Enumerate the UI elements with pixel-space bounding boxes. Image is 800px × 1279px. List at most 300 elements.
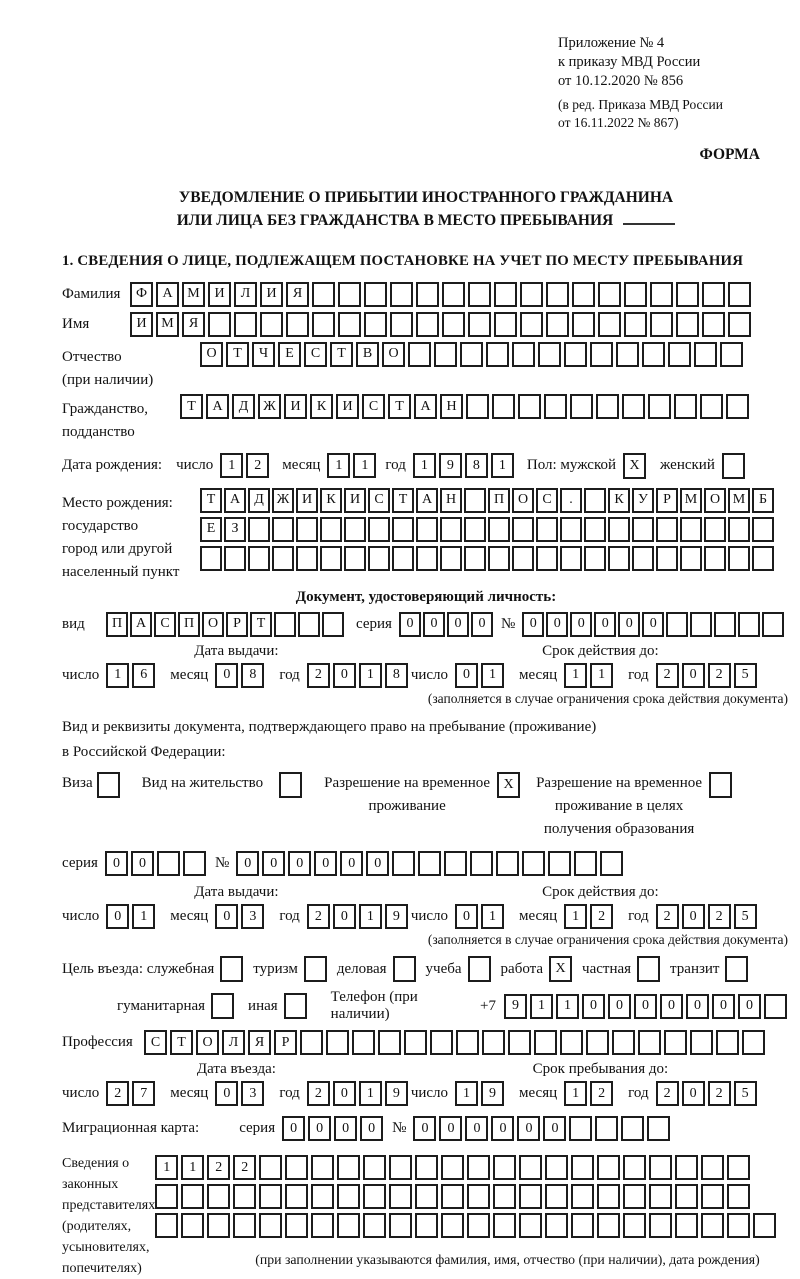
char-cell <box>649 1184 672 1209</box>
char-cell <box>571 1213 594 1238</box>
purpose-official-label: Цель въезда: служебная <box>62 960 215 977</box>
char-cell <box>392 851 415 876</box>
appendix-line: Приложение № 4 <box>558 35 665 51</box>
char-cell <box>470 851 493 876</box>
char-cell <box>368 517 390 542</box>
year-label: год <box>279 1085 300 1102</box>
char-cell <box>200 546 222 571</box>
given-name-row <box>62 312 790 337</box>
char-cell <box>486 342 509 367</box>
char-cell <box>464 488 486 513</box>
char-cell <box>418 851 441 876</box>
char-cell <box>545 1184 568 1209</box>
char-cell: 3 <box>241 1081 264 1106</box>
year-label: год <box>279 908 300 925</box>
char-cell <box>259 1155 282 1180</box>
permit-series-row <box>62 851 790 876</box>
char-cell: 0 <box>570 612 592 637</box>
temp-residence-label-line2: проживание <box>368 797 446 814</box>
birth-year-cells <box>413 453 517 478</box>
migration-card-row <box>62 1116 790 1141</box>
char-cell: 1 <box>132 904 155 929</box>
permit-issue-block <box>62 884 411 929</box>
char-cell: 0 <box>282 1116 305 1141</box>
char-cell: Т <box>170 1030 193 1055</box>
char-cell: И <box>208 282 231 307</box>
char-cell <box>233 1184 256 1209</box>
purpose-tourism-checkbox <box>304 956 327 982</box>
char-cell: 0 <box>491 1116 514 1141</box>
stay-until-year-cells <box>656 1081 760 1106</box>
purpose-business-checkbox <box>393 956 416 982</box>
char-cell: 0 <box>288 851 311 876</box>
char-cell <box>512 342 535 367</box>
char-cell: 9 <box>504 994 527 1019</box>
char-cell <box>545 1155 568 1180</box>
char-cell: 0 <box>738 994 761 1019</box>
doc-expiry-day-cells <box>455 663 507 688</box>
char-cell <box>584 517 606 542</box>
char-cell: 0 <box>413 1116 436 1141</box>
entry-date-heading: Дата въезда: <box>196 1061 276 1078</box>
char-cell <box>364 312 387 337</box>
permit-number-label: № <box>214 855 230 872</box>
char-cell <box>482 1030 505 1055</box>
birth-place-label <box>62 488 200 585</box>
doc-number-cells <box>522 612 786 637</box>
stay-until-block <box>411 1061 790 1106</box>
day-label: число <box>62 1085 100 1102</box>
char-cell <box>546 282 569 307</box>
char-cell <box>675 1184 698 1209</box>
birth-place-row1-cells <box>200 488 776 513</box>
char-cell <box>623 1155 646 1180</box>
permit-expiry-note: (заполняется в случае ограничения срока действия документа) <box>427 932 788 948</box>
char-cell <box>181 1213 204 1238</box>
char-cell <box>311 1213 334 1238</box>
char-cell: А <box>414 394 437 419</box>
char-cell <box>597 1184 620 1209</box>
given-name-cells <box>130 312 754 337</box>
char-cell <box>597 1155 620 1180</box>
char-cell <box>404 1030 427 1055</box>
char-cell: В <box>356 342 379 367</box>
char-cell: 0 <box>308 1116 331 1141</box>
char-cell <box>442 312 465 337</box>
char-cell: 2 <box>708 1081 731 1106</box>
char-cell: 0 <box>333 663 356 688</box>
birth-place-cells <box>200 488 776 571</box>
char-cell: 0 <box>682 904 705 929</box>
char-cell <box>488 546 510 571</box>
day-label: число <box>410 1085 449 1102</box>
char-cell <box>434 342 457 367</box>
purpose-other-checkbox <box>284 993 307 1019</box>
char-cell <box>368 546 390 571</box>
char-cell: Т <box>180 394 203 419</box>
permit-dates <box>62 884 790 929</box>
month-label: месяц <box>170 1085 209 1102</box>
char-cell: 0 <box>465 1116 488 1141</box>
doc-issue-day-cells <box>106 663 158 688</box>
char-cell: 1 <box>413 453 436 478</box>
sex-male-checkbox: X <box>623 453 646 479</box>
char-cell <box>680 546 702 571</box>
char-cell: 1 <box>106 663 129 688</box>
char-cell <box>408 342 431 367</box>
char-cell <box>570 394 593 419</box>
char-cell: 6 <box>132 663 155 688</box>
char-cell <box>728 517 750 542</box>
permit-expiry-line <box>411 904 790 929</box>
permit-issue-year-cells <box>307 904 411 929</box>
doc-issue-year-cells <box>307 663 411 688</box>
char-cell <box>416 517 438 542</box>
char-cell <box>623 1213 646 1238</box>
char-cell: Я <box>182 312 205 337</box>
option-residence-permit <box>142 772 302 798</box>
title-line-1: УВЕДОМЛЕНИЕ О ПРИБЫТИИ ИНОСТРАННОГО ГРАЖДАНИНА <box>178 189 674 206</box>
char-cell <box>650 282 673 307</box>
profession-label: Профессия <box>62 1034 133 1051</box>
doc-issue-line <box>62 663 411 688</box>
char-cell <box>378 1030 401 1055</box>
char-cell <box>344 546 366 571</box>
char-cell <box>753 1213 776 1238</box>
char-cell: 0 <box>634 994 657 1019</box>
char-cell <box>494 282 517 307</box>
char-cell <box>416 546 438 571</box>
char-cell: А <box>416 488 438 513</box>
char-cell: 2 <box>656 663 679 688</box>
purpose-transit-checkbox <box>725 956 748 982</box>
char-cell <box>752 546 774 571</box>
char-cell: 0 <box>682 663 705 688</box>
char-cell <box>728 282 751 307</box>
permit-series-cells <box>105 851 209 876</box>
char-cell <box>464 546 486 571</box>
char-cell <box>534 1030 557 1055</box>
birth-day-cells <box>220 453 272 478</box>
char-cell <box>415 1184 438 1209</box>
doc-series-cells <box>399 612 495 637</box>
char-cell: Т <box>388 394 411 419</box>
char-cell <box>441 1184 464 1209</box>
char-cell <box>259 1213 282 1238</box>
char-cell <box>467 1213 490 1238</box>
identity-doc-dates <box>62 643 790 688</box>
char-cell <box>522 851 545 876</box>
char-cell: 0 <box>262 851 285 876</box>
form-label: ФОРМА <box>699 146 760 163</box>
char-cell: О <box>202 612 224 637</box>
patronymic-label-line1: Отчество <box>62 348 122 365</box>
purpose-other-label: иная <box>248 997 278 1014</box>
char-cell: С <box>154 612 176 637</box>
char-cell: 2 <box>307 1081 330 1106</box>
char-cell: Ж <box>272 488 294 513</box>
char-cell <box>338 282 361 307</box>
char-cell <box>675 1213 698 1238</box>
char-cell <box>488 517 510 542</box>
char-cell <box>536 546 558 571</box>
doc-issue-month-cells <box>215 663 267 688</box>
phone-label: Телефон (при наличии) <box>330 989 418 1023</box>
char-cell <box>664 1030 687 1055</box>
char-cell <box>392 546 414 571</box>
identity-doc-row <box>62 612 790 637</box>
char-cell: 0 <box>215 1081 238 1106</box>
char-cell <box>519 1213 542 1238</box>
char-cell: Н <box>440 394 463 419</box>
char-cell: Д <box>248 488 270 513</box>
char-cell <box>649 1155 672 1180</box>
identity-doc-heading: Документ, удостоверяющий личность: <box>295 588 557 605</box>
representatives-cells <box>155 1149 779 1268</box>
permit-expiry-heading: Срок действия до: <box>542 884 659 901</box>
migration-card-label: Миграционная карта: <box>62 1120 200 1137</box>
char-cell: 0 <box>543 1116 566 1141</box>
stay-until-heading: Срок пребывания до: <box>532 1061 669 1078</box>
char-cell: 1 <box>481 904 504 929</box>
patronymic-label <box>62 342 200 393</box>
representatives-label-line5: усыновителях, <box>62 1240 150 1256</box>
char-cell: 8 <box>465 453 488 478</box>
char-cell <box>545 1213 568 1238</box>
representatives-row1-cells <box>155 1155 779 1180</box>
char-cell <box>274 612 296 637</box>
char-cell <box>494 312 517 337</box>
char-cell: 0 <box>517 1116 540 1141</box>
char-cell <box>701 1184 724 1209</box>
purpose-business-label: деловая <box>336 960 387 977</box>
profession-cells <box>144 1030 768 1055</box>
day-label: число <box>410 666 449 683</box>
representatives-note: (при заполнении указываются фамилия, имя, отчество (при наличии), дата рождения) <box>255 1252 760 1268</box>
char-cell: 0 <box>215 663 238 688</box>
char-cell <box>389 1155 412 1180</box>
char-cell: С <box>304 342 327 367</box>
char-cell: Ж <box>258 394 281 419</box>
char-cell <box>468 282 491 307</box>
char-cell <box>622 394 645 419</box>
char-cell: 9 <box>385 904 408 929</box>
char-cell: 8 <box>241 663 264 688</box>
char-cell <box>326 1030 349 1055</box>
char-cell: К <box>310 394 333 419</box>
char-cell <box>512 517 534 542</box>
char-cell <box>701 1213 724 1238</box>
char-cell: 0 <box>439 1116 462 1141</box>
char-cell <box>442 282 465 307</box>
char-cell: 1 <box>359 1081 382 1106</box>
char-cell: 0 <box>582 994 605 1019</box>
month-label: месяц <box>519 666 558 683</box>
char-cell: 7 <box>132 1081 155 1106</box>
stay-until-month-cells <box>564 1081 616 1106</box>
char-cell: 0 <box>471 612 493 637</box>
char-cell <box>248 517 270 542</box>
char-cell: 9 <box>385 1081 408 1106</box>
char-cell <box>390 312 413 337</box>
year-label: год <box>628 666 649 683</box>
month-label: месяц <box>519 1085 558 1102</box>
purpose-study-checkbox <box>468 956 491 982</box>
char-cell: О <box>512 488 534 513</box>
purpose-row-1 <box>62 956 790 982</box>
char-cell <box>518 394 541 419</box>
char-cell <box>441 1155 464 1180</box>
char-cell <box>676 312 699 337</box>
char-cell <box>727 1184 750 1209</box>
sex-female-label: женский <box>660 457 715 473</box>
citizenship-label <box>62 394 180 445</box>
char-cell <box>520 282 543 307</box>
char-cell <box>519 1155 542 1180</box>
birth-place-label-line1: Место рождения: <box>62 494 173 511</box>
char-cell: О <box>382 342 405 367</box>
permit-expiry-year-cells <box>656 904 760 929</box>
char-cell <box>624 312 647 337</box>
char-cell: 1 <box>181 1155 204 1180</box>
char-cell: 0 <box>131 851 154 876</box>
char-cell <box>444 851 467 876</box>
char-cell: Т <box>392 488 414 513</box>
char-cell <box>233 1213 256 1238</box>
char-cell <box>312 282 335 307</box>
doc-type-cells <box>106 612 346 637</box>
char-cell <box>392 517 414 542</box>
char-cell: 5 <box>734 663 757 688</box>
char-cell: 0 <box>455 663 478 688</box>
char-cell <box>595 1116 618 1141</box>
char-cell: 0 <box>447 612 469 637</box>
char-cell: . <box>560 488 582 513</box>
char-cell: 0 <box>682 1081 705 1106</box>
doc-series-label: серия <box>356 615 392 632</box>
char-cell: 9 <box>481 1081 504 1106</box>
char-cell: Ч <box>252 342 275 367</box>
char-cell <box>727 1213 750 1238</box>
char-cell <box>694 342 717 367</box>
char-cell <box>415 1155 438 1180</box>
char-cell <box>656 546 678 571</box>
stay-doc-intro-line1: Вид и реквизиты документа, подтверждающего право на пребывание (проживание) <box>62 718 597 735</box>
doc-expiry-block <box>411 643 790 688</box>
temp-residence-label-line1: Разрешение на временное <box>324 774 491 791</box>
char-cell <box>363 1213 386 1238</box>
char-cell: 1 <box>481 663 504 688</box>
char-cell: Т <box>250 612 272 637</box>
char-cell: 0 <box>334 1116 357 1141</box>
char-cell <box>285 1213 308 1238</box>
representatives-label-line6: попечителях) <box>62 1261 142 1277</box>
char-cell <box>508 1030 531 1055</box>
char-cell <box>311 1155 334 1180</box>
representatives-row <box>62 1149 790 1279</box>
char-cell <box>632 517 654 542</box>
char-cell: 0 <box>522 612 544 637</box>
char-cell: 0 <box>333 1081 356 1106</box>
char-cell: Т <box>226 342 249 367</box>
title-underline <box>623 223 675 225</box>
char-cell: 0 <box>642 612 664 637</box>
permit-expiry-block <box>411 884 790 929</box>
char-cell <box>648 394 671 419</box>
char-cell: С <box>362 394 385 419</box>
char-cell: М <box>182 282 205 307</box>
edition-line: (в ред. Приказа МВД России <box>558 97 723 113</box>
char-cell <box>564 342 587 367</box>
migration-series-label: серия <box>239 1120 276 1137</box>
char-cell: 2 <box>246 453 269 478</box>
char-cell: З <box>224 517 246 542</box>
char-cell <box>493 1184 516 1209</box>
char-cell: П <box>106 612 128 637</box>
char-cell <box>656 517 678 542</box>
char-cell: И <box>344 488 366 513</box>
char-cell <box>608 517 630 542</box>
day-label: число <box>62 908 100 925</box>
birth-date-label: Дата рождения: <box>62 457 163 473</box>
char-cell: 0 <box>399 612 421 637</box>
char-cell <box>440 546 462 571</box>
temp-residence-education-line3: получения образования <box>543 821 695 837</box>
char-cell <box>584 488 606 513</box>
char-cell: 1 <box>455 1081 478 1106</box>
stay-until-line <box>411 1081 790 1106</box>
purpose-work-label: работа <box>500 960 544 977</box>
char-cell <box>496 851 519 876</box>
char-cell <box>285 1184 308 1209</box>
char-cell: 1 <box>556 994 579 1019</box>
char-cell: 9 <box>439 453 462 478</box>
title-line-2-text: ИЛИ ЛИЦА БЕЗ ГРАЖДАНСТВА В МЕСТО ПРЕБЫВАНИЯ <box>176 212 614 230</box>
char-cell: 0 <box>686 994 709 1019</box>
month-label: месяц <box>519 908 558 925</box>
year-label: год <box>628 1085 649 1102</box>
temp-residence-education-line1: Разрешение на временное <box>536 774 703 791</box>
edition-block <box>558 96 790 132</box>
char-cell <box>260 312 283 337</box>
char-cell <box>690 1030 713 1055</box>
year-label: год <box>279 666 300 683</box>
char-cell: Я <box>286 282 309 307</box>
char-cell <box>742 1030 765 1055</box>
char-cell: А <box>206 394 229 419</box>
char-cell <box>464 517 486 542</box>
char-cell <box>208 312 231 337</box>
char-cell <box>642 342 665 367</box>
doc-issue-block <box>62 643 411 688</box>
purpose-private-label: частная <box>582 960 632 977</box>
char-cell: О <box>704 488 726 513</box>
char-cell: 2 <box>708 663 731 688</box>
char-cell <box>467 1184 490 1209</box>
permit-issue-month-cells <box>215 904 267 929</box>
doc-expiry-month-cells <box>564 663 616 688</box>
visa-checkbox <box>97 772 120 798</box>
char-cell: 0 <box>236 851 259 876</box>
doc-type-label: вид <box>62 615 85 632</box>
char-cell: М <box>680 488 702 513</box>
month-label: месяц <box>170 666 209 683</box>
purpose-transit-label: транзит <box>670 960 720 977</box>
char-cell: 1 <box>353 453 376 478</box>
char-cell: А <box>130 612 152 637</box>
char-cell <box>467 1155 490 1180</box>
char-cell <box>492 394 515 419</box>
